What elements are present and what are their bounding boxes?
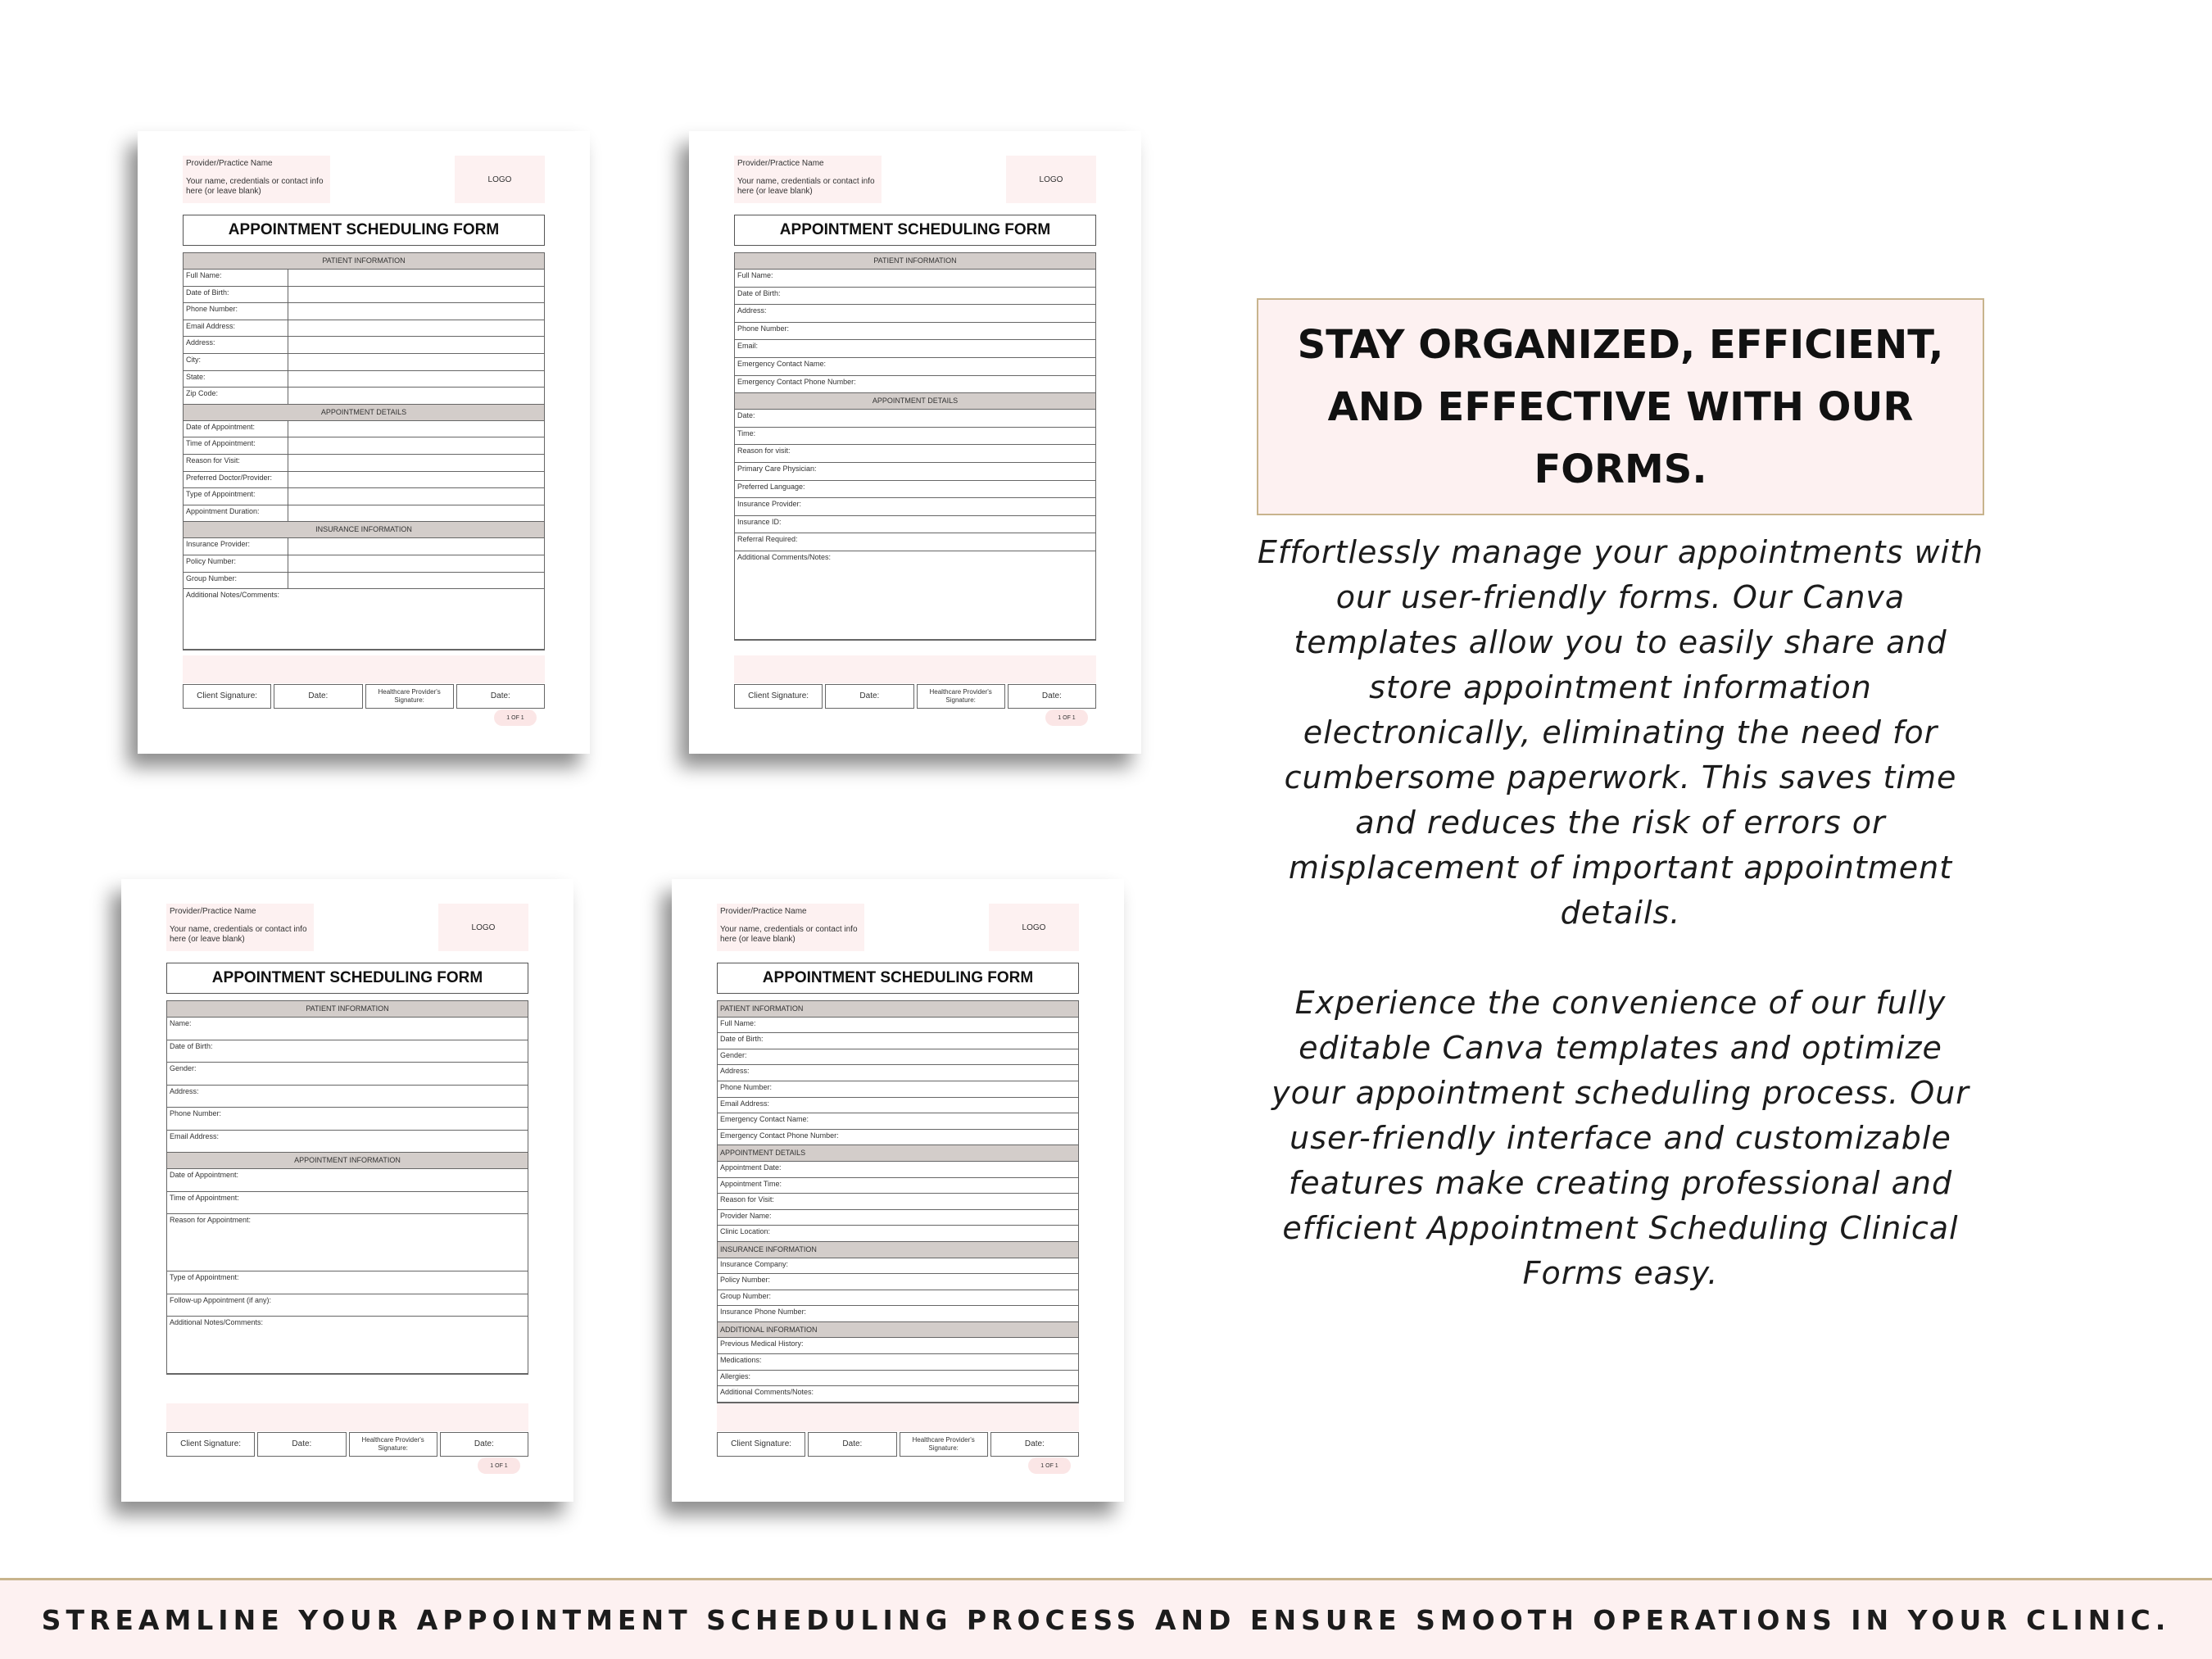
field-label: Date of Appointment:: [184, 421, 288, 437]
field-label: Group Number:: [184, 573, 288, 589]
form-field-row: [167, 1063, 528, 1086]
form-field-row: [167, 1018, 528, 1040]
section-header: INSURANCE INFORMATION: [184, 522, 544, 538]
field-label: Additional Comments/Notes:: [737, 552, 832, 561]
page-number-badge: 1 OF 1: [494, 709, 537, 726]
form-title: APPOINTMENT SCHEDULING FORM: [166, 963, 528, 994]
field-value: [288, 488, 544, 505]
field-value: [288, 303, 544, 320]
form-field-row: [167, 1192, 528, 1215]
form-field-row: [718, 1371, 1078, 1387]
form-field-row: [718, 1354, 1078, 1371]
field-label: Preferred Language:: [737, 482, 805, 491]
field-label: Emergency Contact Name:: [737, 359, 827, 368]
field-label: Full Name:: [737, 271, 773, 279]
form-field-row: [735, 270, 1095, 288]
form-field-row: [735, 410, 1095, 428]
field-value: [288, 421, 544, 437]
field-value: [288, 573, 544, 589]
field-label: Reason for Visit:: [184, 455, 288, 471]
form-field-row: [718, 1386, 1078, 1403]
form-title: APPOINTMENT SCHEDULING FORM: [183, 215, 545, 246]
provider-info: Your name, credentials or contact info here (or leave blank): [720, 925, 858, 944]
form-table: [717, 1000, 1079, 1403]
signature-cell: Date:: [440, 1432, 528, 1457]
provider-info: Your name, credentials or contact info here (or leave blank): [737, 177, 875, 196]
field-label: Time of Appointment:: [170, 1193, 239, 1202]
signature-cell: Date:: [825, 684, 913, 709]
form-field-row: [718, 1130, 1078, 1146]
form-field-row: [718, 1210, 1078, 1226]
form-field-row: [735, 498, 1095, 516]
form-field-row: [184, 354, 544, 371]
form-field-row: [718, 1049, 1078, 1066]
field-label: Date of Birth:: [737, 288, 781, 297]
field-label: Policy Number:: [184, 555, 288, 572]
form-field-row: [718, 1290, 1078, 1307]
section-header: APPOINTMENT DETAILS: [184, 405, 544, 421]
signature-row: [734, 684, 1096, 709]
section-header: PATIENT INFORMATION: [167, 1001, 528, 1018]
notes-field: [735, 551, 1095, 640]
field-value: [288, 287, 544, 303]
form-field-row: [167, 1169, 528, 1192]
signature-cell: Client Signature:: [166, 1432, 255, 1457]
field-value: [288, 337, 544, 353]
form-field-row: [167, 1294, 528, 1317]
form-field-row: [167, 1040, 528, 1063]
provider-box: [717, 904, 864, 951]
notes-field: [167, 1214, 528, 1271]
form-field-row: [167, 1086, 528, 1108]
signature-cell: Client Signature:: [183, 684, 271, 709]
footer-tagline: STREAMLINE YOUR APPOINTMENT SCHEDULING PROCESS AND ENSURE SMOOTH OPERATIONS IN YOUR CLINIC.: [41, 1603, 2171, 1636]
headline: STAY ORGANIZED, EFFICIENT, AND EFFECTIVE WITH OUR FORMS.: [1297, 321, 1944, 492]
form-field-row: [718, 1162, 1078, 1178]
field-label: Phone Number:: [184, 303, 288, 320]
field-label: Time of Appointment:: [184, 437, 288, 454]
field-label: Address:: [737, 306, 767, 315]
signature-cell: Date:: [274, 684, 362, 709]
signature-cell: Healthcare Provider's Signature:: [349, 1432, 437, 1457]
provider-info: Your name, credentials or contact info here (or leave blank): [170, 925, 307, 944]
form-field-row: [718, 1274, 1078, 1290]
field-label: Address:: [170, 1086, 199, 1095]
field-value: [288, 371, 544, 388]
form-field-row: [184, 488, 544, 505]
field-label: Insurance ID:: [737, 517, 782, 526]
field-label: Insurance Company:: [720, 1259, 789, 1268]
form-field-row: [735, 358, 1095, 376]
field-value: [288, 437, 544, 454]
field-label: Gender:: [720, 1050, 747, 1059]
field-label: Email Address:: [184, 320, 288, 337]
logo-placeholder: LOGO: [989, 904, 1079, 951]
form-field-row: [184, 472, 544, 489]
field-label: Appointment Duration:: [184, 505, 288, 522]
signature-cell: Healthcare Provider's Signature:: [900, 1432, 988, 1457]
form-field-row: [718, 1113, 1078, 1130]
field-value: [288, 320, 544, 337]
form-field-row: [184, 371, 544, 388]
field-label: Type of Appointment:: [184, 488, 288, 505]
field-label: Referral Required:: [737, 535, 798, 544]
provider-name: Provider/Practice Name: [170, 907, 256, 916]
field-label: Phone Number:: [720, 1082, 773, 1091]
form-field-row: [735, 340, 1095, 358]
field-value: [288, 472, 544, 488]
form-table: [734, 252, 1096, 641]
field-label: Email Address:: [720, 1099, 770, 1108]
field-label: Insurance Phone Number:: [720, 1308, 807, 1317]
form-field-row: [167, 1271, 528, 1294]
logo-placeholder: LOGO: [455, 156, 545, 203]
section-header: PATIENT INFORMATION: [718, 1001, 1078, 1018]
field-label: Clinic Location:: [720, 1227, 771, 1236]
form-field-row: [184, 573, 544, 590]
notes-field: [184, 589, 544, 650]
form-preview-4: [672, 879, 1124, 1502]
signature-cell: Date:: [1008, 684, 1096, 709]
form-field-row: [718, 1018, 1078, 1034]
field-label: Phone Number:: [170, 1109, 222, 1117]
description-paragraph-1: Effortlessly manage your appointments with our user-friendly forms. Our Canva templates allow you to easily share and store appointment information electronically, eliminating the need for cumbersome paperwork. This saves time and reduces the risk of errors or misplacement of important appointment details.: [1257, 534, 1984, 931]
signature-cell: Healthcare Provider's Signature:: [365, 684, 454, 709]
field-label: Date:: [737, 411, 755, 420]
field-label: Preferred Doctor/Provider:: [184, 472, 288, 488]
form-field-row: [718, 1258, 1078, 1275]
form-field-row: [718, 1194, 1078, 1210]
field-label: Name:: [170, 1019, 192, 1027]
field-label: State:: [184, 371, 288, 388]
field-label: Emergency Contact Name:: [720, 1115, 809, 1124]
signature-cell: Healthcare Provider's Signature:: [917, 684, 1005, 709]
field-value: [288, 555, 544, 572]
form-preview-1: [138, 131, 590, 754]
form-field-row: [184, 287, 544, 304]
form-field-row: [184, 303, 544, 320]
field-label: Type of Appointment:: [170, 1273, 239, 1281]
form-field-row: [735, 481, 1095, 499]
form-field-row: [718, 1226, 1078, 1242]
logo-placeholder: LOGO: [438, 904, 528, 951]
field-value: [288, 354, 544, 370]
form-field-row: [184, 505, 544, 523]
field-value: [288, 505, 544, 522]
field-label: Phone Number:: [737, 324, 790, 333]
notes-field: [167, 1317, 528, 1374]
field-label: Allergies:: [720, 1371, 751, 1380]
field-label: Reason for visit:: [737, 446, 791, 456]
section-header: APPOINTMENT DETAILS: [735, 393, 1095, 410]
form-field-row: [735, 445, 1095, 463]
headline-callout: [1257, 298, 1984, 515]
field-label: Full Name:: [720, 1018, 756, 1027]
form-field-row: [184, 437, 544, 455]
field-label: Additional Notes/Comments:: [186, 591, 280, 600]
field-label: Full Name:: [184, 270, 288, 286]
signature-cell: Date:: [257, 1432, 346, 1457]
field-label: Appointment Date:: [720, 1163, 782, 1172]
signature-band: [166, 1403, 528, 1431]
form-field-row: [167, 1131, 528, 1154]
page-number-badge: 1 OF 1: [1028, 1457, 1071, 1474]
field-value: [288, 455, 544, 471]
section-header: APPOINTMENT DETAILS: [718, 1145, 1078, 1162]
signature-cell: Date:: [990, 1432, 1079, 1457]
field-label: Emergency Contact Phone Number:: [737, 377, 856, 386]
field-label: Reason for Visit:: [720, 1195, 774, 1204]
field-label: Appointment Time:: [720, 1179, 782, 1188]
field-label: Email:: [737, 342, 759, 351]
form-field-row: [184, 421, 544, 438]
signature-cell: Client Signature:: [734, 684, 823, 709]
field-label: Reason for Appointment:: [170, 1216, 252, 1224]
signature-cell: Client Signature:: [717, 1432, 805, 1457]
field-label: Gender:: [170, 1064, 197, 1072]
field-label: Insurance Provider:: [184, 538, 288, 555]
provider-info: Your name, credentials or contact info here (or leave blank): [186, 177, 324, 196]
field-label: Zip Code:: [184, 388, 288, 404]
form-field-row: [184, 320, 544, 338]
field-label: Group Number:: [720, 1291, 772, 1300]
field-label: Policy Number:: [720, 1276, 771, 1285]
form-field-row: [735, 305, 1095, 323]
field-label: Emergency Contact Phone Number:: [720, 1131, 839, 1140]
form-field-row: [184, 555, 544, 573]
form-field-row: [184, 270, 544, 287]
form-field-row: [184, 388, 544, 405]
field-label: Previous Medical History:: [720, 1339, 804, 1349]
form-field-row: [735, 516, 1095, 534]
form-preview-3: [121, 879, 573, 1502]
form-field-row: [184, 538, 544, 555]
signature-band: [734, 655, 1096, 683]
field-label: Additional Comments/Notes:: [720, 1388, 814, 1397]
form-title: APPOINTMENT SCHEDULING FORM: [717, 963, 1079, 994]
section-header: PATIENT INFORMATION: [735, 253, 1095, 270]
field-label: Additional Notes/Comments:: [170, 1318, 264, 1326]
field-value: [288, 388, 544, 404]
form-field-row: [184, 337, 544, 354]
form-field-row: [718, 1178, 1078, 1194]
signature-cell: Date:: [808, 1432, 896, 1457]
field-label: Date of Birth:: [720, 1035, 764, 1044]
field-label: Date of Birth:: [184, 287, 288, 303]
section-header: ADDITIONAL INFORMATION: [718, 1322, 1078, 1339]
field-label: Primary Care Physician:: [737, 464, 817, 473]
field-label: Medications:: [720, 1356, 762, 1365]
signature-row: [183, 684, 545, 709]
section-header: INSURANCE INFORMATION: [718, 1242, 1078, 1258]
form-field-row: [167, 1108, 528, 1131]
field-label: Address:: [720, 1067, 750, 1076]
logo-placeholder: LOGO: [1006, 156, 1096, 203]
form-field-row: [184, 455, 544, 472]
field-label: Follow-up Appointment (if any):: [170, 1295, 272, 1304]
form-field-row: [735, 428, 1095, 446]
field-label: Email Address:: [170, 1131, 220, 1140]
field-label: Provider Name:: [720, 1211, 772, 1220]
section-header: PATIENT INFORMATION: [184, 253, 544, 270]
page-number-badge: 1 OF 1: [1045, 709, 1088, 726]
signature-row: [717, 1432, 1079, 1457]
form-preview-2: [689, 131, 1141, 754]
form-field-row: [735, 533, 1095, 551]
field-label: Address:: [184, 337, 288, 353]
provider-name: Provider/Practice Name: [186, 159, 273, 168]
footer-banner: [0, 1580, 2212, 1659]
form-field-row: [735, 288, 1095, 306]
provider-name: Provider/Practice Name: [737, 159, 824, 168]
field-label: City:: [184, 354, 288, 370]
provider-box: [734, 156, 882, 203]
form-field-row: [718, 1306, 1078, 1322]
section-header: APPOINTMENT INFORMATION: [167, 1153, 528, 1169]
form-field-row: [718, 1338, 1078, 1354]
form-title: APPOINTMENT SCHEDULING FORM: [734, 215, 1096, 246]
form-field-row: [718, 1081, 1078, 1098]
form-field-row: [735, 463, 1095, 481]
form-field-row: [735, 376, 1095, 394]
provider-box: [166, 904, 314, 951]
signature-band: [717, 1403, 1079, 1431]
field-value: [288, 538, 544, 555]
provider-box: [183, 156, 330, 203]
field-label: Date of Appointment:: [170, 1171, 239, 1179]
signature-row: [166, 1432, 528, 1457]
field-label: Date of Birth:: [170, 1041, 213, 1050]
signature-cell: Date:: [456, 684, 545, 709]
form-field-row: [718, 1065, 1078, 1081]
field-value: [288, 270, 544, 286]
form-field-row: [718, 1098, 1078, 1114]
form-field-row: [735, 323, 1095, 341]
field-label: Insurance Provider:: [737, 500, 802, 509]
form-field-row: [718, 1033, 1078, 1049]
page-number-badge: 1 OF 1: [478, 1457, 520, 1474]
provider-name: Provider/Practice Name: [720, 907, 807, 916]
form-table: [166, 1000, 528, 1375]
field-label: Time:: [737, 428, 756, 437]
signature-band: [183, 655, 545, 683]
form-table: [183, 252, 545, 650]
description-paragraph-2: Experience the convenience of our fully editable Canva templates and optimize your appointment scheduling process. Our user-friendly interface and customizable features make creating professional and efficient Appointment Scheduling Clinical Forms easy.: [1271, 985, 1969, 1291]
